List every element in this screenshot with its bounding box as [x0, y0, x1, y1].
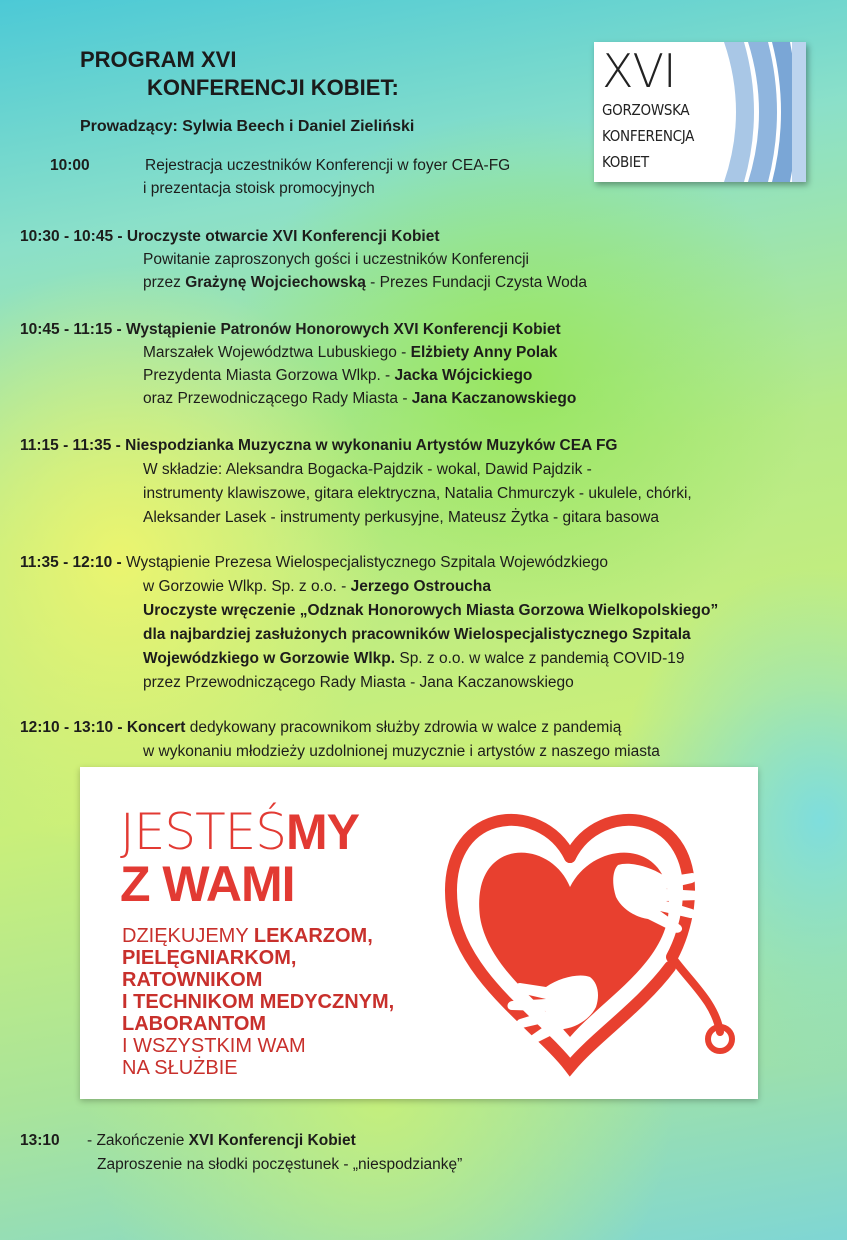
headline-text-bold: MY: [285, 804, 359, 860]
program-line: [143, 364, 532, 387]
program-line: Aleksander Lasek - instrumenty perkusyjne, Mateusz Żytka - gitara basowa: [143, 509, 660, 526]
program-item-heading: [20, 434, 618, 457]
banner-line: I TECHNIKOM MEDYCZNYM,: [122, 991, 395, 1013]
logo-text-line-3: KOBIET: [602, 153, 649, 171]
heart-stethoscope-icon: [430, 777, 750, 1097]
host-line: Prowadzący: Sylwia Beech i Daniel Zieliński: [80, 118, 415, 135]
time-label: 10:45 - 11:15 -: [20, 321, 122, 338]
logo-stripes-graphic: [686, 42, 806, 182]
time-label: 11:15 - 11:35 -: [20, 437, 121, 454]
line-text: przez: [143, 274, 186, 291]
item-title: Wystąpienie Patronów Honorowych XVI Konferencji Kobiet: [126, 321, 561, 338]
item-title: XVI Konferencji Kobiet: [188, 1132, 356, 1149]
line-text: dedykowany pracownikom służby zdrowia w walce z pandemią: [185, 719, 622, 736]
program-item-heading: [20, 551, 608, 574]
logo-roman-numeral: XVI: [602, 44, 676, 98]
line-text: DZIĘKUJEMY: [122, 925, 254, 947]
banner-line: LABORANTOM: [122, 1013, 267, 1035]
time-label: 12:10 - 13:10 -: [20, 719, 123, 736]
program-line: Zaproszenie na słodki poczęstunek - „niespodziankę”: [97, 1156, 463, 1173]
person-name: Elżbiety Anny Polak: [410, 344, 558, 361]
title-line-2: KONFERENCJI KOBIET:: [147, 75, 399, 100]
line-text: w Gorzowie Wlkp. Sp. z o.o. -: [143, 578, 351, 595]
line-text: Marszałek Województwa Lubuskiego -: [143, 344, 411, 361]
program-line: W składzie: Aleksandra Bogacka-Pajdzik - wokal, Dawid Pajdzik -: [143, 461, 592, 478]
time-label: 10:30 - 10:45 -: [20, 228, 123, 245]
program-line: [143, 575, 491, 598]
person-name: Jacka Wójcickiego: [394, 367, 533, 384]
banner-headline-2: Z WAMI: [120, 856, 295, 912]
item-title: Koncert: [126, 719, 186, 736]
program-item-heading: [20, 318, 561, 341]
item-title: Niespodzianka Muzyczna w wykonaniu Artystów Muzyków CEA FG: [125, 437, 618, 454]
banner-line: I WSZYSTKIM WAM: [122, 1035, 306, 1057]
headline-text: JESTEŚ: [120, 803, 286, 861]
conference-logo: [594, 42, 806, 182]
program-item-heading: [20, 225, 440, 248]
program-line: instrumenty klawiszowe, gitara elektryczna, Natalia Chmurczyk - ukulele, chórki,: [143, 485, 692, 502]
banner-line: RATOWNIKOM: [122, 969, 263, 991]
thank-you-banner: [80, 767, 758, 1099]
line-text-bold: LEKARZOM,: [253, 925, 373, 947]
line-text: - Prezes Fundacji Czysta Woda: [365, 274, 587, 291]
line-text: - Zakończenie: [87, 1132, 189, 1149]
program-line: przez Przewodniczącego Rady Miasta - Jana Kaczanowskiego: [143, 674, 574, 691]
program-line: Uroczyste wręczenie „Odznak Honorowych Miasta Gorzowa Wielkopolskiego”: [143, 602, 719, 619]
program-line: dla najbardziej zasłużonych pracowników Wielospecjalistycznego Szpitala: [143, 626, 691, 643]
line-text: oraz Przewodniczącego Rady Miasta -: [143, 390, 412, 407]
program-line: [143, 647, 685, 670]
item-title: Uroczyste otwarcie XVI Konferencji Kobiet: [126, 228, 440, 245]
line-text: Sp. z o.o. w walce z pandemią COVID-19: [395, 650, 685, 667]
program-item-heading: [20, 716, 621, 739]
program-line: [87, 1129, 356, 1152]
time-label: 10:00: [50, 157, 90, 174]
program-line: [143, 341, 557, 364]
page-title: [80, 46, 399, 102]
person-name: Jerzego Ostroucha: [350, 578, 491, 595]
logo-text-line-2: KONFERENCJA: [602, 127, 695, 145]
time-label: 13:10: [20, 1132, 60, 1149]
logo-text-line-1: GORZOWSKA: [602, 101, 690, 119]
banner-line: PIELĘGNIARKOM,: [122, 947, 297, 969]
title-line-1: PROGRAM XVI: [80, 47, 237, 72]
program-line: [143, 387, 576, 410]
person-name: Jana Kaczanowskiego: [411, 390, 577, 407]
person-name: Grażynę Wojciechowską: [185, 274, 366, 291]
item-title: Wystąpienie Prezesa Wielospecjalistycznego Szpitala Wojewódzkiego: [126, 554, 609, 571]
banner-headline-1: [120, 803, 359, 861]
program-line: Rejestracja uczestników Konferencji w foyer CEA-FG: [145, 157, 511, 174]
banner-line: NA SŁUŻBIE: [122, 1057, 238, 1079]
time-label: 11:35 - 12:10 -: [20, 554, 122, 571]
line-text: Wojewódzkiego w Gorzowie Wlkp.: [143, 650, 396, 667]
program-line: i prezentacja stoisk promocyjnych: [143, 180, 375, 197]
program-line: [143, 271, 587, 294]
banner-line: [122, 925, 373, 947]
program-line: w wykonaniu młodzieży uzdolnionej muzycznie i artystów z naszego miasta: [143, 743, 660, 760]
line-text: Prezydenta Miasta Gorzowa Wlkp. -: [143, 367, 395, 384]
program-line: Powitanie zaproszonych gości i uczestników Konferencji: [143, 251, 529, 268]
